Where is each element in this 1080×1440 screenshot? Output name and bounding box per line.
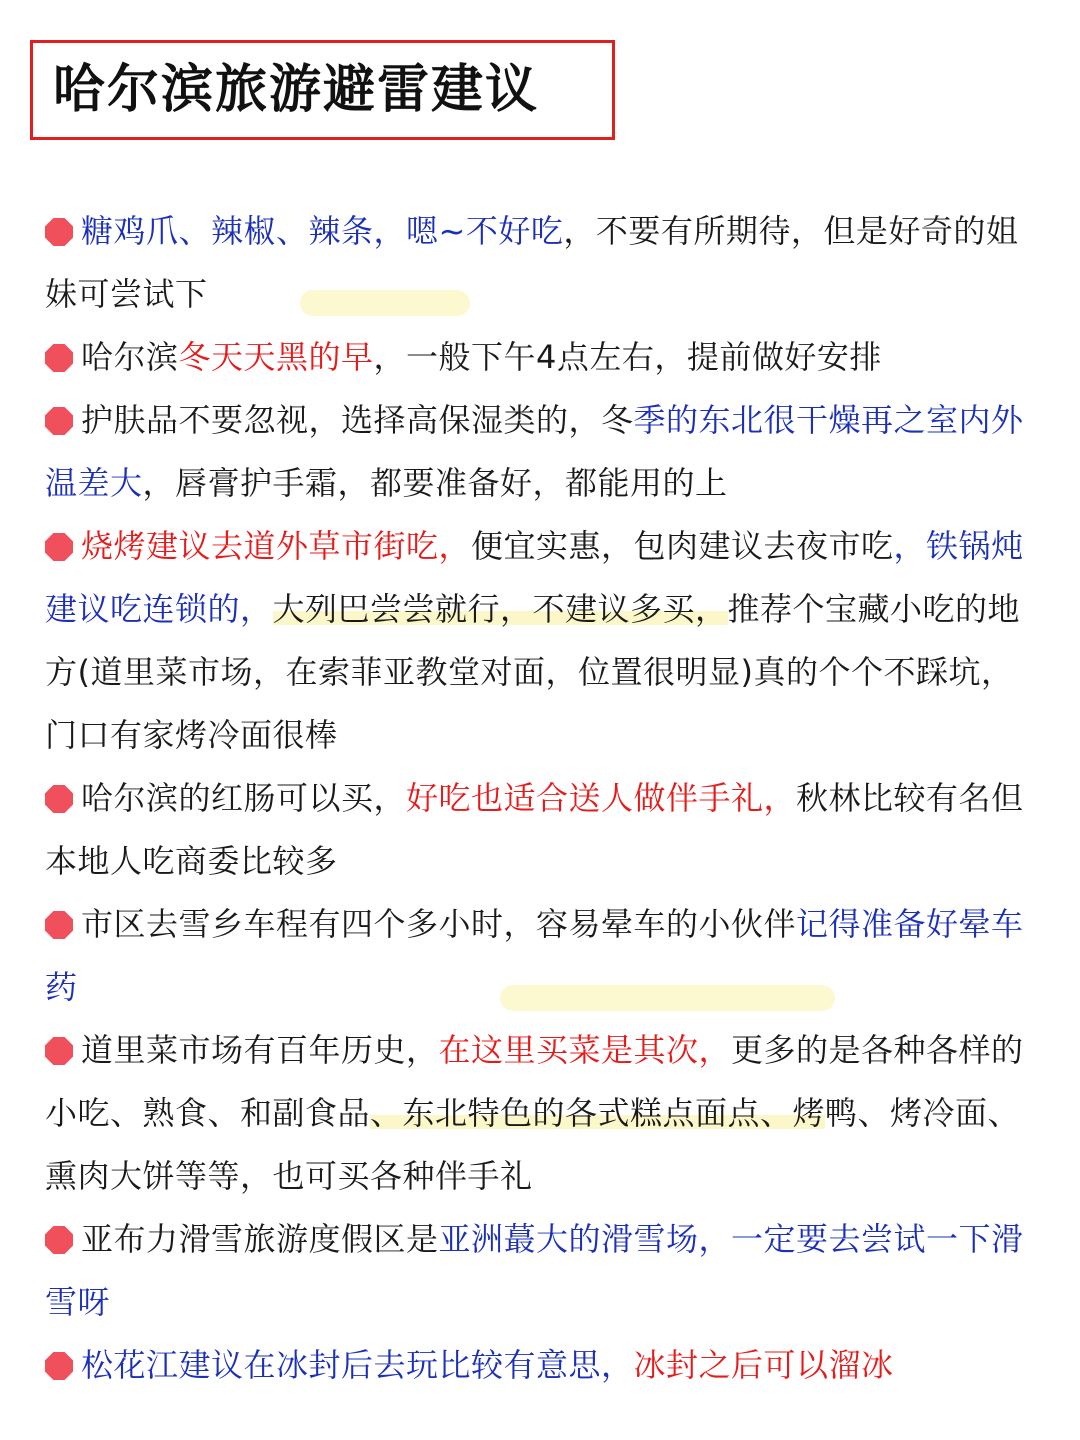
title-box xyxy=(30,40,615,140)
bullet-icon xyxy=(45,911,73,939)
bullet-icon xyxy=(45,218,73,246)
list-item: 市区去雪乡车程有四个多小时，容易晕车的小伙伴记得准备好晕车药 xyxy=(45,905,1024,1006)
list-item: 松花江建议在冰封后去玩比较有意思，冰封之后可以溜冰 xyxy=(45,1334,1045,1397)
bullet-icon xyxy=(45,1037,73,1065)
bullet-icon xyxy=(45,344,73,372)
bullet-icon xyxy=(45,1352,73,1380)
list-item: 烧烤建议去道外草市街吃，便宜实惠，包肉建议去夜市吃，铁锅炖建议吃连锁的，大列巴尝尝就行，不建议多买，推荐个宝藏小吃的地方(道里菜市场，在索菲亚教堂对面，位置很明显)真的个个不踩坑，门口有家烤冷面很棒 xyxy=(45,527,1024,754)
page-title: 哈尔滨旅游避雷建议 xyxy=(53,60,540,120)
bullet-icon xyxy=(45,1226,73,1254)
list-item: 亚布力滑雪旅游度假区是亚洲蕞大的滑雪场，一定要去尝试一下滑雪呀 xyxy=(45,1220,1024,1321)
bullet-icon xyxy=(45,407,73,435)
list-item: 护肤品不要忽视，选择高保湿类的，冬季的东北很干燥再之室内外温差大，唇膏护手霜，都要准备好，都能用的上 xyxy=(45,401,1024,502)
list-item: 糖鸡爪、辣椒、辣条，嗯~不好吃，不要有所期待，但是好奇的姐妹可尝试下 xyxy=(45,212,1019,313)
bullet-icon xyxy=(45,533,73,561)
bullet-icon xyxy=(45,785,73,813)
list-item: 哈尔滨的红肠可以买，好吃也适合送人做伴手礼，秋林比较有名但本地人吃商委比较多 xyxy=(45,779,1024,880)
list-item: 道里菜市场有百年历史，在这里买菜是其次，更多的是各种各样的小吃、熟食、和副食品、东北特色的各式糕点面点、烤鸭、烤冷面、熏肉大饼等等，也可买各种伴手礼 xyxy=(45,1031,1024,1195)
list-item: 哈尔滨冬天天黑的早，一般下午4点左右，提前做好安排 xyxy=(45,326,1045,389)
tips-list xyxy=(45,200,1045,1397)
